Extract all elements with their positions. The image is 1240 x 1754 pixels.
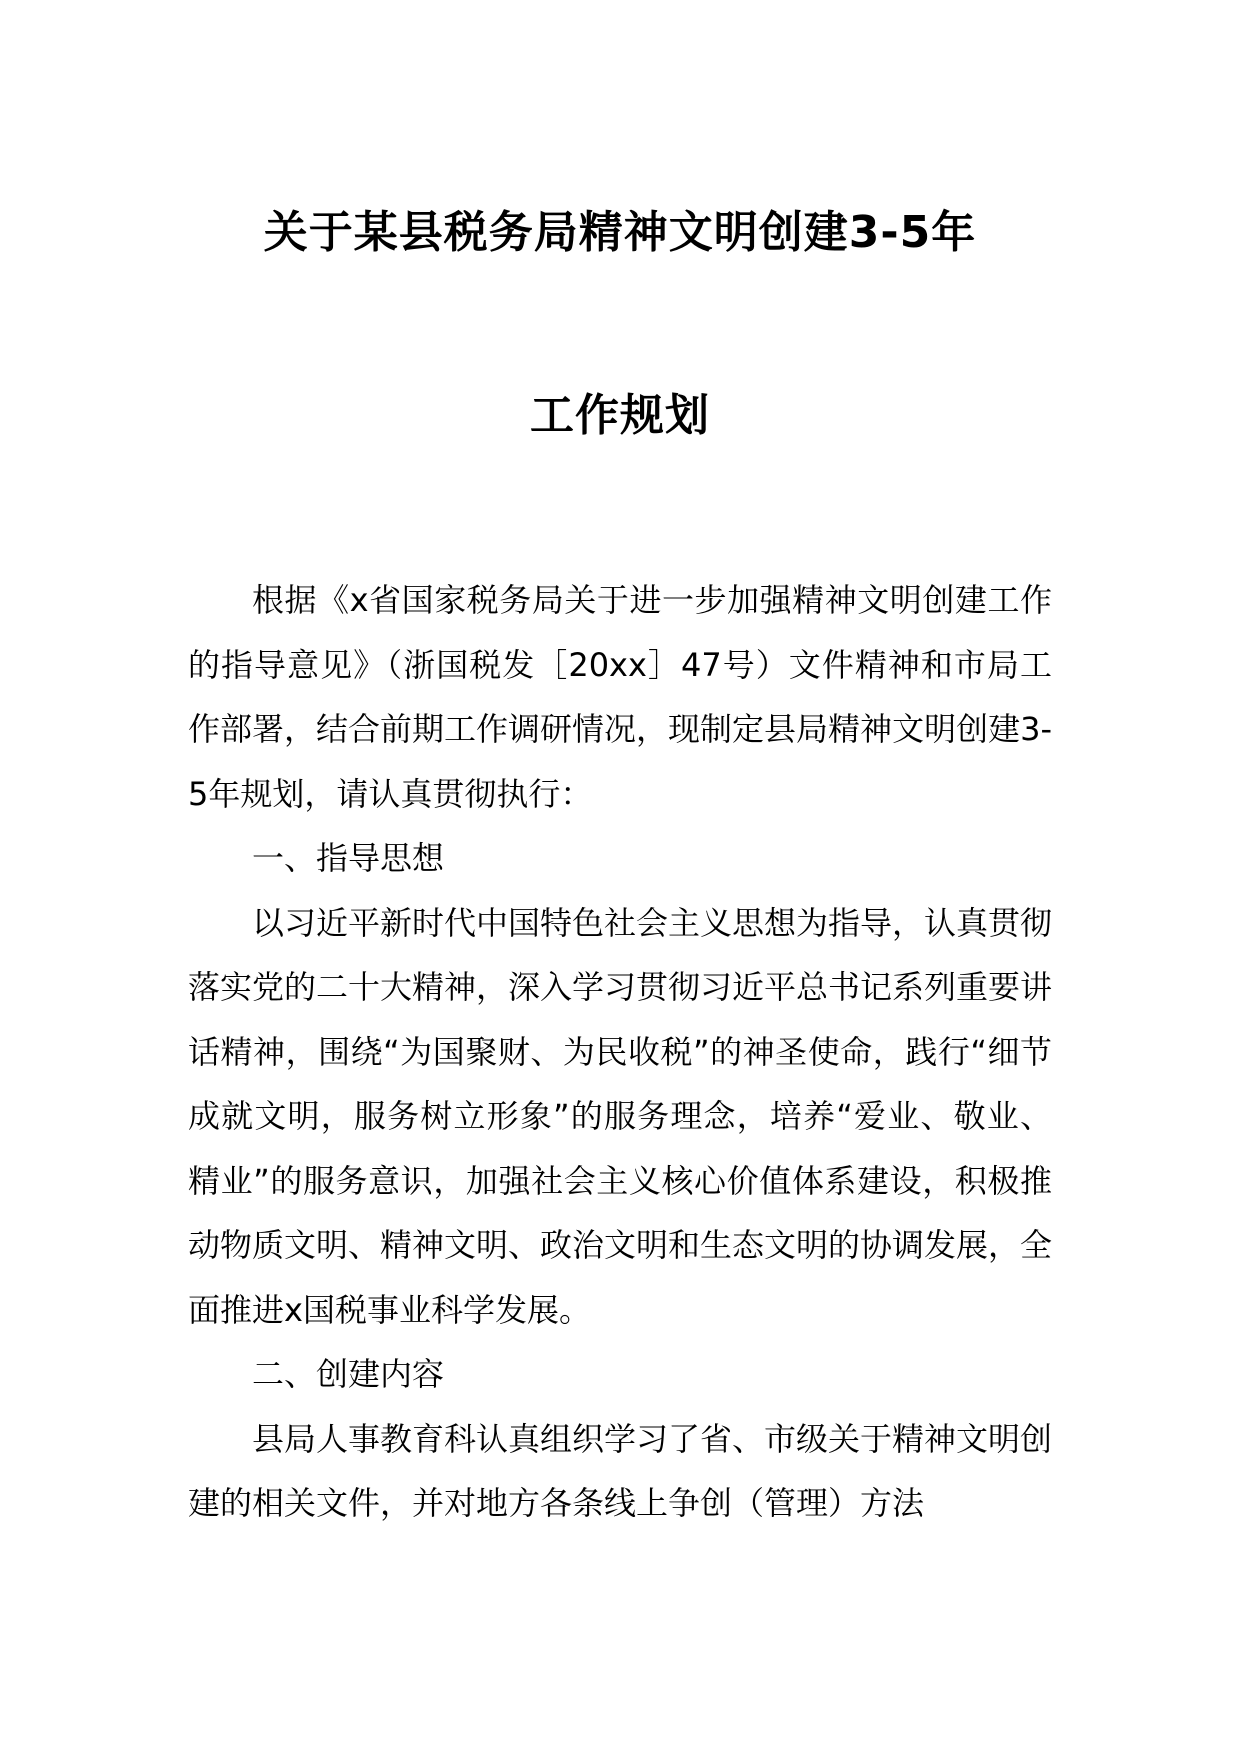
section-heading-guiding-ideology: 一、指导思想 <box>252 839 445 877</box>
document-body <box>188 568 1052 1536</box>
paragraph-guiding-ideology: 以习近平新时代中国特色社会主义思想为指导，认真贯彻落实党的二十大精神，深入学习贯彻习近平总书记系列重要讲话精神，围绕“为国聚财、为民收税”的神圣使命，践行“细节成就文明，服务树立形象”的服务理念，培养“爱业、敬业、精业”的服务意识，加强社会主义核心价值体系建设，积极推动物质文明、精神文明、政治文明和生态文明的协调发展，全面推进x国税事业科学发展。 <box>188 903 1053 1329</box>
paragraph-intro: 根据《x省国家税务局关于进一步加强精神文明创建工作的指导意见》（浙国税发［20xx］47号）文件精神和市局工作部署，结合前期工作调研情况，现制定县局精神文明创建3-5年规划，请认真贯彻执行： <box>188 581 1052 813</box>
document-title-line-1: 关于某县税务局精神文明创建3-5年 <box>263 207 977 258</box>
section-heading-creation-content: 二、创建内容 <box>252 1355 445 1393</box>
paragraph-creation-content: 县局人事教育科认真组织学习了省、市级关于精神文明创建的相关文件，并对地方各条线上争创（管理）方法 <box>188 1419 1053 1522</box>
document-title-line-2: 工作规划 <box>530 390 710 441</box>
